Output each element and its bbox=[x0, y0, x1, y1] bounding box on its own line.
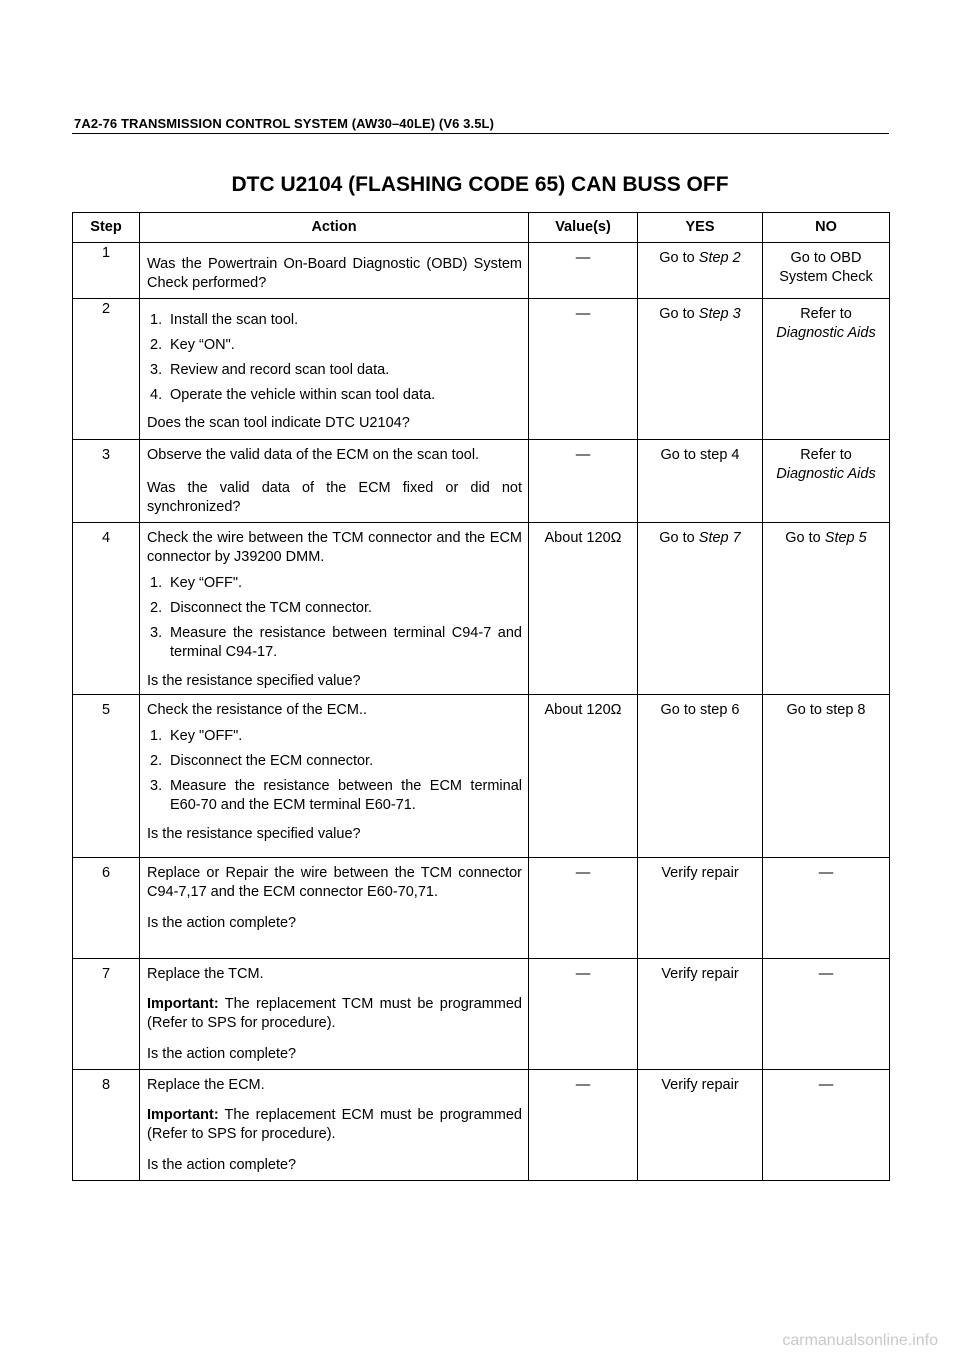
action-cell bbox=[140, 858, 528, 935]
action-text: Was the Powertrain On-Board Diagnostic (OBD) System Check performed? bbox=[147, 256, 522, 291]
list-item: 3. Measure the resistance between the ECM terminal E60-70 and the ECM terminal E60-71. bbox=[150, 778, 522, 813]
table-row-step-4 bbox=[73, 523, 890, 695]
step-number: 7 bbox=[101, 966, 111, 982]
no-cell: Go to OBD System Check bbox=[779, 250, 873, 285]
step-number: 3 bbox=[101, 447, 111, 463]
value-cell: — bbox=[575, 865, 591, 881]
header-step: Step bbox=[73, 213, 140, 243]
list-item: 1. Install the scan tool. bbox=[150, 312, 299, 328]
step-number: 8 bbox=[101, 1077, 111, 1093]
table-row-step-5 bbox=[73, 695, 890, 858]
page-title: DTC U2104 (FLASHING CODE 65) CAN BUSS OFF bbox=[231, 173, 729, 196]
procedure-list bbox=[147, 311, 522, 405]
header-divider bbox=[72, 133, 889, 134]
important-note: Important: The replacement ECM must be programmed (Refer to SPS for procedure). bbox=[147, 1107, 522, 1142]
action-cell bbox=[140, 299, 528, 435]
table-header-row bbox=[73, 213, 890, 243]
yes-cell: Go to step 4 bbox=[660, 447, 740, 463]
action-text: Replace the TCM. bbox=[147, 966, 264, 982]
no-cell: Go to Step 5 bbox=[785, 530, 867, 546]
action-question: Is the action complete? bbox=[147, 1157, 297, 1173]
list-item: 1. Key “OFF". bbox=[150, 575, 243, 591]
action-cell bbox=[140, 523, 528, 693]
value-cell: About 120Ω bbox=[544, 702, 622, 718]
list-item: 2. Key “ON". bbox=[150, 337, 235, 353]
action-text: Check the wire between the TCM connector and the ECM connector by J39200 DMM. bbox=[147, 530, 522, 565]
important-label: Important: bbox=[147, 1107, 219, 1123]
yes-cell: Verify repair bbox=[661, 966, 739, 982]
yes-cell: Go to step 6 bbox=[660, 702, 740, 718]
no-cell: Refer to Diagnostic Aids bbox=[776, 447, 876, 482]
header-action: Action bbox=[140, 213, 529, 243]
action-question: Does the scan tool indicate DTC U2104? bbox=[147, 415, 410, 431]
list-item: 2. Disconnect the TCM connector. bbox=[150, 600, 373, 616]
step-number: 6 bbox=[101, 865, 111, 881]
value-cell: — bbox=[575, 447, 591, 463]
yes-cell: Verify repair bbox=[661, 865, 739, 881]
action-question: Was the valid data of the ECM fixed or did not synchronized? bbox=[147, 480, 522, 515]
important-label: Important: bbox=[147, 996, 219, 1012]
header-yes: YES bbox=[638, 213, 763, 243]
step-number: 1 bbox=[101, 245, 111, 261]
no-cell: — bbox=[818, 966, 834, 982]
value-cell: — bbox=[575, 306, 591, 322]
action-text: Observe the valid data of the ECM on the scan tool. bbox=[147, 447, 480, 463]
action-text: Replace or Repair the wire between the TCM connector C94-7,17 and the ECM connector E60-70,71. bbox=[147, 865, 522, 900]
yes-cell: Go to Step 7 bbox=[659, 530, 741, 546]
list-item: 3. Measure the resistance between terminal C94-7 and terminal C94-17. bbox=[150, 625, 522, 660]
step-number: 5 bbox=[101, 702, 111, 718]
no-cell: Refer to Diagnostic Aids bbox=[776, 306, 876, 341]
procedure-list bbox=[147, 574, 522, 662]
action-question: Is the resistance specified value? bbox=[147, 826, 361, 842]
diagnostic-table bbox=[72, 212, 890, 1181]
yes-cell: Verify repair bbox=[661, 1077, 739, 1093]
important-note: Important: The replacement TCM must be programmed (Refer to SPS for procedure). bbox=[147, 996, 522, 1031]
table-row-step-2 bbox=[73, 299, 890, 440]
table-row-step-6 bbox=[73, 858, 890, 959]
table-row-step-7 bbox=[73, 959, 890, 1070]
action-cell bbox=[140, 959, 528, 1066]
list-item: 3. Review and record scan tool data. bbox=[150, 362, 390, 378]
step-link: Step 2 bbox=[698, 250, 741, 266]
page-header: 7A2-76 TRANSMISSION CONTROL SYSTEM (AW30–40LE) (V6 3.5L) bbox=[74, 116, 494, 131]
action-cell bbox=[140, 1070, 528, 1177]
action-question: Is the resistance specified value? bbox=[147, 673, 361, 689]
table-row-step-8 bbox=[73, 1070, 890, 1181]
action-question: Is the action complete? bbox=[147, 1046, 297, 1062]
table-row-step-3 bbox=[73, 440, 890, 523]
yes-cell: Go to Step 2 bbox=[659, 250, 741, 266]
procedure-list bbox=[147, 727, 522, 815]
yes-cell: Go to Step 3 bbox=[659, 306, 741, 322]
action-cell bbox=[140, 440, 528, 519]
action-question: Is the action complete? bbox=[147, 915, 297, 931]
list-item: 1. Key "OFF". bbox=[150, 728, 243, 744]
step-link: Step 5 bbox=[824, 530, 867, 546]
action-text: Check the resistance of the ECM.. bbox=[147, 702, 368, 718]
header-no: NO bbox=[763, 213, 890, 243]
no-cell: Go to step 8 bbox=[786, 702, 866, 718]
value-cell: About 120Ω bbox=[544, 530, 622, 546]
no-cell: — bbox=[818, 1077, 834, 1093]
value-cell: — bbox=[575, 1077, 591, 1093]
step-link: Step 3 bbox=[698, 306, 741, 322]
step-number: 2 bbox=[101, 301, 111, 317]
list-item: 4. Operate the vehicle within scan tool data. bbox=[150, 387, 436, 403]
table-row-step-1 bbox=[73, 243, 890, 299]
action-text: Replace the ECM. bbox=[147, 1077, 265, 1093]
step-link: Step 7 bbox=[698, 530, 741, 546]
list-item: 2. Disconnect the ECM connector. bbox=[150, 753, 374, 769]
header-values: Value(s) bbox=[529, 213, 638, 243]
step-number: 4 bbox=[101, 530, 111, 546]
value-cell: — bbox=[575, 250, 591, 266]
value-cell: — bbox=[575, 966, 591, 982]
no-cell: — bbox=[818, 865, 834, 881]
watermark-text: carmanualsonline.info bbox=[782, 1332, 938, 1349]
action-cell bbox=[140, 695, 528, 846]
